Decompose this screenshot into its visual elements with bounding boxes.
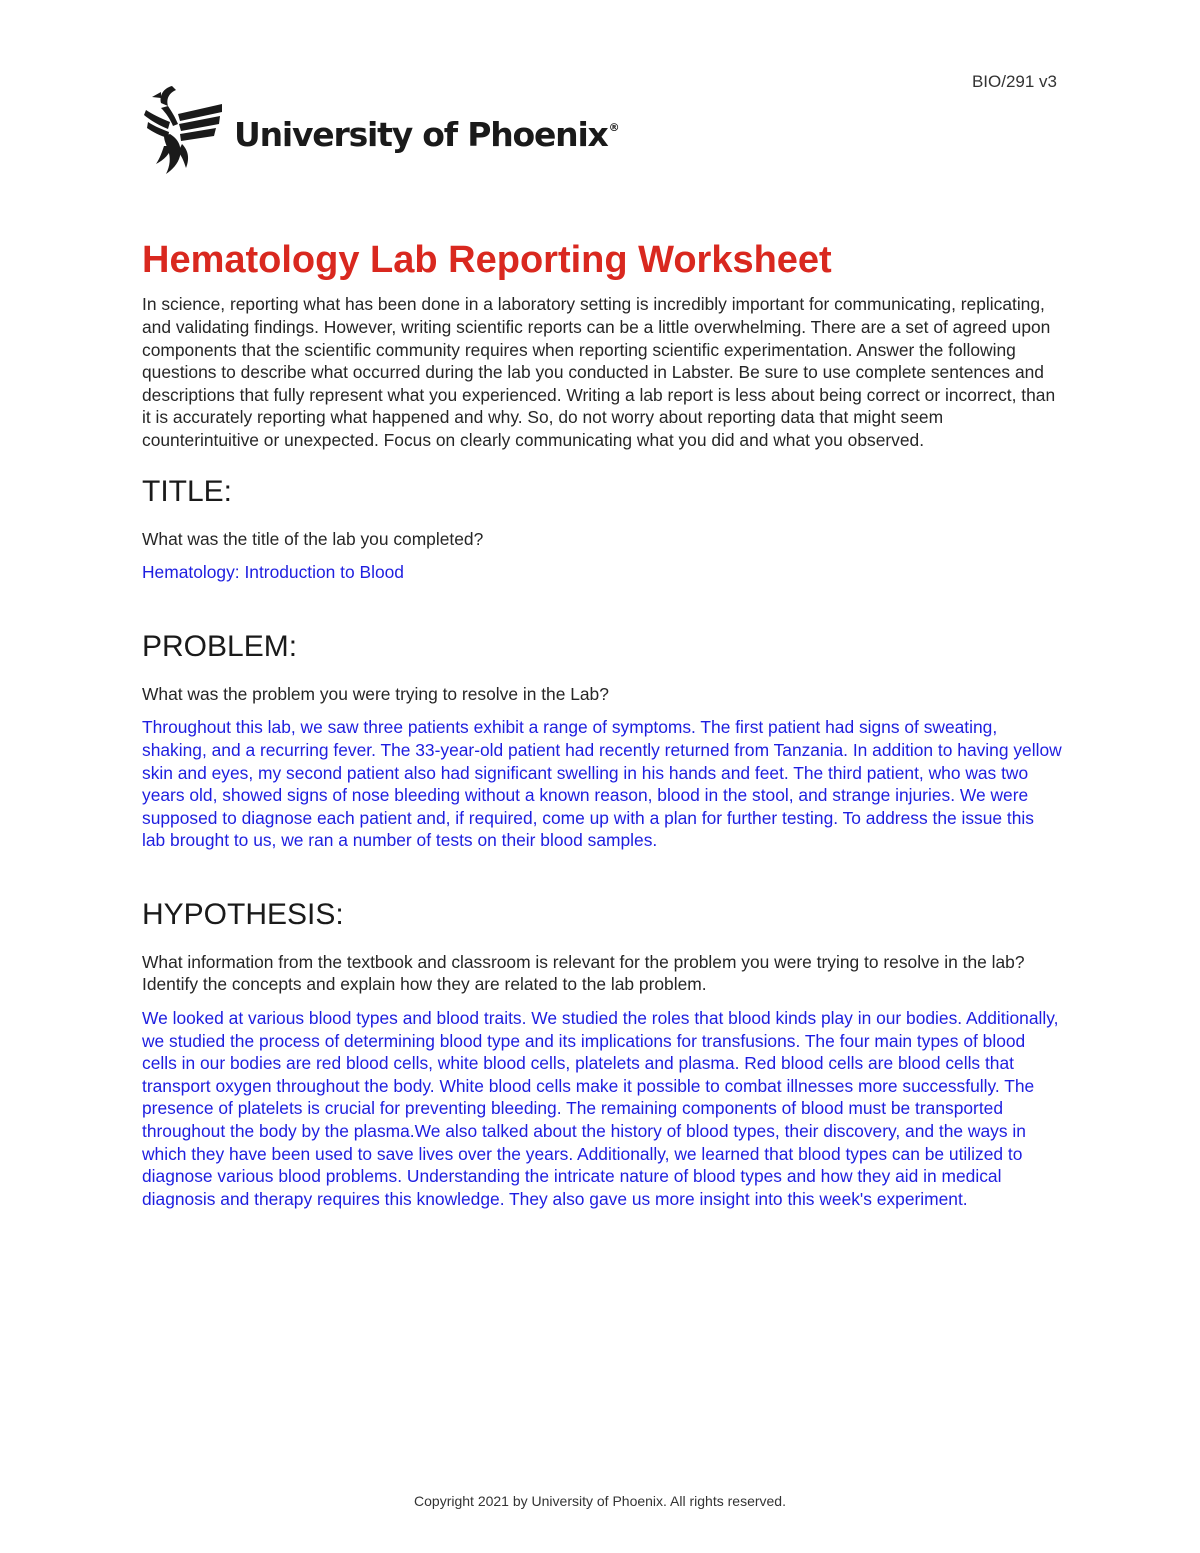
section-answer: We looked at various blood types and blood traits. We studied the roles that blood kinds play in our bodies. Additionally, we studied the process of determining blood type and its implications for transfusions. The four main types of blood cells in our bodies are red blood cells, white blood cells, platelets and plasma. Red blood cells are blood cells that transport oxygen throughout the body. White blood cells make it possible to combat illnesses more successfully. The presence of platelets is crucial for preventing bleeding. The remaining components of blood must be transported throughout the body by the plasma.We also talked about the history of blood types, their discovery, and the ways in which they have been used to save lives over the years. Additionally, we learned that blood types can be utilized to diagnose various blood problems. Understanding the intricate nature of blood types and how they aid in medical diagnosis and therapy requires this knowledge. They also gave us more insight into this week's experiment. — [142, 1008, 1059, 1209]
university-logo-text — [234, 115, 618, 154]
worksheet-body — [142, 236, 1062, 1210]
section-question: What information from the textbook and classroom is relevant for the problem you were trying to resolve in the lab? Identify the concepts and explain how they are related to the lab problem. — [142, 951, 1025, 995]
intro-paragraph: In science, reporting what has been done in a laboratory setting is incredibly important for communicating, replicating, and validating findings. However, writing scientific reports can be a little overwhelming. There are a set of agreed upon components that the scientific community requires when reporting scientific experimentation. Answer the following questions to describe what occurred during the lab you conducted in Labster. Be sure to use complete sentences and descriptions that fully represent what you experienced. Writing a lab report is less about being correct or incorrect, than it is accurately reporting what happened and why. So, do not worry about reporting data that might seem counterintuitive or unexpected. Focus on clearly communicating what you did and what you observed. — [142, 294, 1056, 450]
copyright-footer: Copyright 2021 by University of Phoenix. All rights reserved. — [414, 1493, 786, 1509]
section-question: What was the problem you were trying to resolve in the Lab? — [142, 683, 609, 704]
section-answer: Hematology: Introduction to Blood — [142, 562, 404, 583]
course-code: BIO/291 v3 — [971, 72, 1057, 91]
section-heading: HYPOTHESIS: — [142, 897, 344, 931]
section-problem — [142, 629, 1062, 852]
university-logo — [142, 84, 618, 176]
logo-wordmark: University of Phoenix — [234, 114, 608, 154]
section-title — [142, 474, 1062, 584]
section-hypothesis — [142, 897, 1062, 1211]
section-heading: PROBLEM: — [142, 629, 298, 663]
section-question: What was the title of the lab you completed? — [142, 528, 484, 549]
phoenix-bird-icon — [142, 84, 222, 176]
registered-mark: ® — [608, 120, 619, 134]
document-title: Hematology Lab Reporting Worksheet — [142, 239, 832, 281]
section-answer: Throughout this lab, we saw three patients exhibit a range of symptoms. The first patient had signs of sweating, shaking, and a recurring fever. The 33-year-old patient had recently returned from Tanzania. In addition to having yellow skin and eyes, my second patient also had significant swelling in his hands and feet. The third patient, who was two years old, showed signs of nose bleeding without a known reason, blood in the stool, and strange injuries. We were supposed to diagnose each patient and, if required, come up with a plan for further testing. To address the issue this lab brought to us, we ran a number of tests on their blood samples. — [142, 717, 1062, 851]
section-heading: TITLE: — [142, 474, 233, 508]
